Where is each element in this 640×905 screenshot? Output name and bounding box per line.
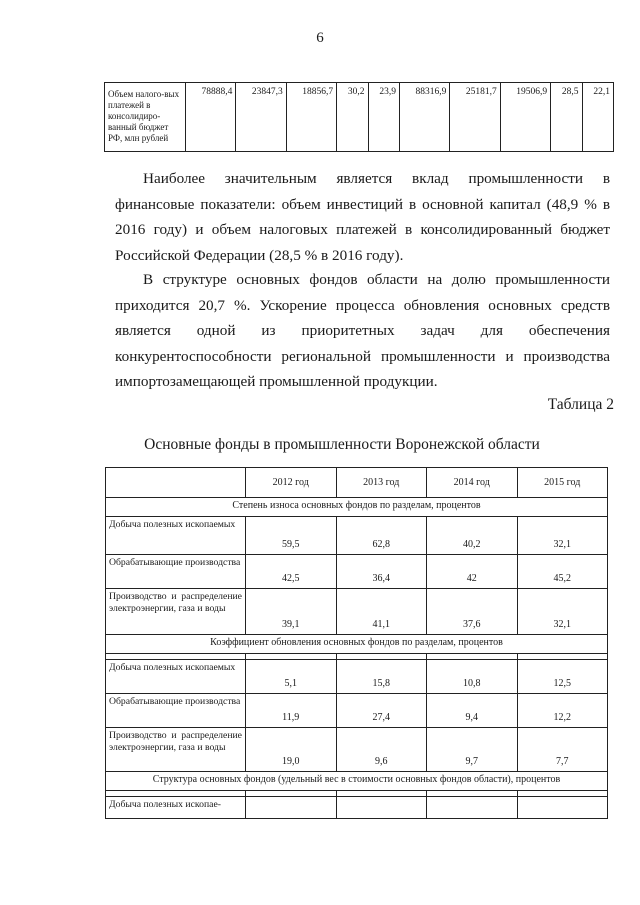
table-cell: 19,0 (246, 728, 337, 772)
table-cell: 36,4 (336, 555, 427, 589)
table-row (106, 589, 608, 635)
table-row (106, 797, 608, 819)
table-cell: 9,4 (427, 694, 518, 728)
row-label: Добыча полезных ископаемых (106, 660, 246, 694)
row-label: Объем налого-вых платежей в консолидиро-ванный бюджет РФ, млн рублей (105, 83, 186, 152)
table-row (106, 555, 608, 589)
row-label: Производство и распределение электроэнергии, газа и воды (106, 728, 246, 772)
table-header-row (106, 468, 608, 498)
table-cell: 5,1 (246, 660, 337, 694)
table-cell: 42 (427, 555, 518, 589)
body-text (115, 166, 610, 268)
section-header-row (106, 772, 608, 791)
column-header: 2012 год (246, 468, 337, 498)
table-row (105, 83, 614, 152)
table-cell: 88316,9 (399, 83, 449, 152)
row-label: Обрабатывающие производства (106, 694, 246, 728)
table-row (106, 694, 608, 728)
table-cell: 15,8 (336, 660, 427, 694)
table-cell: 62,8 (336, 517, 427, 555)
row-label: Производство и распределение электроэнергии, газа и воды (106, 589, 246, 635)
table-cell: 37,6 (427, 589, 518, 635)
body-text (115, 267, 610, 395)
table-cell: 45,2 (517, 555, 608, 589)
table-cell: 10,8 (427, 660, 518, 694)
table-cell: 9,6 (336, 728, 427, 772)
table-row (106, 728, 608, 772)
table-cell: 12,5 (517, 660, 608, 694)
table-cell: 32,1 (517, 589, 608, 635)
table-cell (336, 797, 427, 819)
top-table-fragment (104, 82, 614, 152)
table-cell: 12,2 (517, 694, 608, 728)
row-label: Обрабатывающие производства (106, 555, 246, 589)
section-title: Структура основных фондов (удельный вес в стоимости основных фондов области), процентов (106, 772, 608, 791)
table-cell: 23847,3 (236, 83, 286, 152)
column-header: 2015 год (517, 468, 608, 498)
section-title: Коэффициент обновления основных фондов по разделам, процентов (106, 635, 608, 654)
table-cell: 30,2 (337, 83, 368, 152)
table-cell: 78888,4 (186, 83, 236, 152)
column-header: 2013 год (336, 468, 427, 498)
section-header-row (106, 635, 608, 654)
row-label: Добыча полезных ископаемых (106, 517, 246, 555)
table-cell: 39,1 (246, 589, 337, 635)
table-cell: 25181,7 (450, 83, 500, 152)
table-cell: 9,7 (427, 728, 518, 772)
table-cell: 11,9 (246, 694, 337, 728)
table-row (106, 517, 608, 555)
table-cell: 7,7 (517, 728, 608, 772)
column-header: 2014 год (427, 468, 518, 498)
table-cell: 40,2 (427, 517, 518, 555)
table-row (106, 660, 608, 694)
table-cell: 32,1 (517, 517, 608, 555)
table-cell: 41,1 (336, 589, 427, 635)
table-cell (246, 797, 337, 819)
paragraph: Наиболее значительным является вклад промышленности в финансовые показатели: объем инвестиций в основной капитал (48,9 % в 2016 году) и объем налоговых платежей в консолидированный бюджет Российской Федерации (28,5 % в 2016 году). (115, 170, 610, 264)
row-label: Добыча полезных ископае- (106, 797, 246, 819)
table-cell: 28,5 (551, 83, 582, 152)
paragraph: В структуре основных фондов области на долю промышленности приходится 20,7 %. Ускорение процесса обновления основных средств является одной из приоритетных задач для обеспечения конкурентоспособности региональной промышленности и производства импортозамещающей промышленной продукции. (115, 271, 610, 390)
table-cell: 19506,9 (500, 83, 550, 152)
table-cell: 42,5 (246, 555, 337, 589)
table-cell: 18856,7 (286, 83, 336, 152)
section-header-row (106, 498, 608, 517)
table-cell: 27,4 (336, 694, 427, 728)
section-title: Степень износа основных фондов по разделам, процентов (106, 498, 608, 517)
fixed-assets-table (105, 467, 608, 819)
table-cell (517, 797, 608, 819)
table-cell: 22,1 (582, 83, 613, 152)
table-title: Основные фонды в промышленности Воронежской области (144, 436, 540, 453)
table-cell (427, 797, 518, 819)
table-cell: 59,5 (246, 517, 337, 555)
table-label: Таблица 2 (547, 396, 614, 413)
page-number: 6 (316, 30, 324, 46)
corner-cell (106, 468, 246, 498)
table-cell: 23,9 (368, 83, 399, 152)
